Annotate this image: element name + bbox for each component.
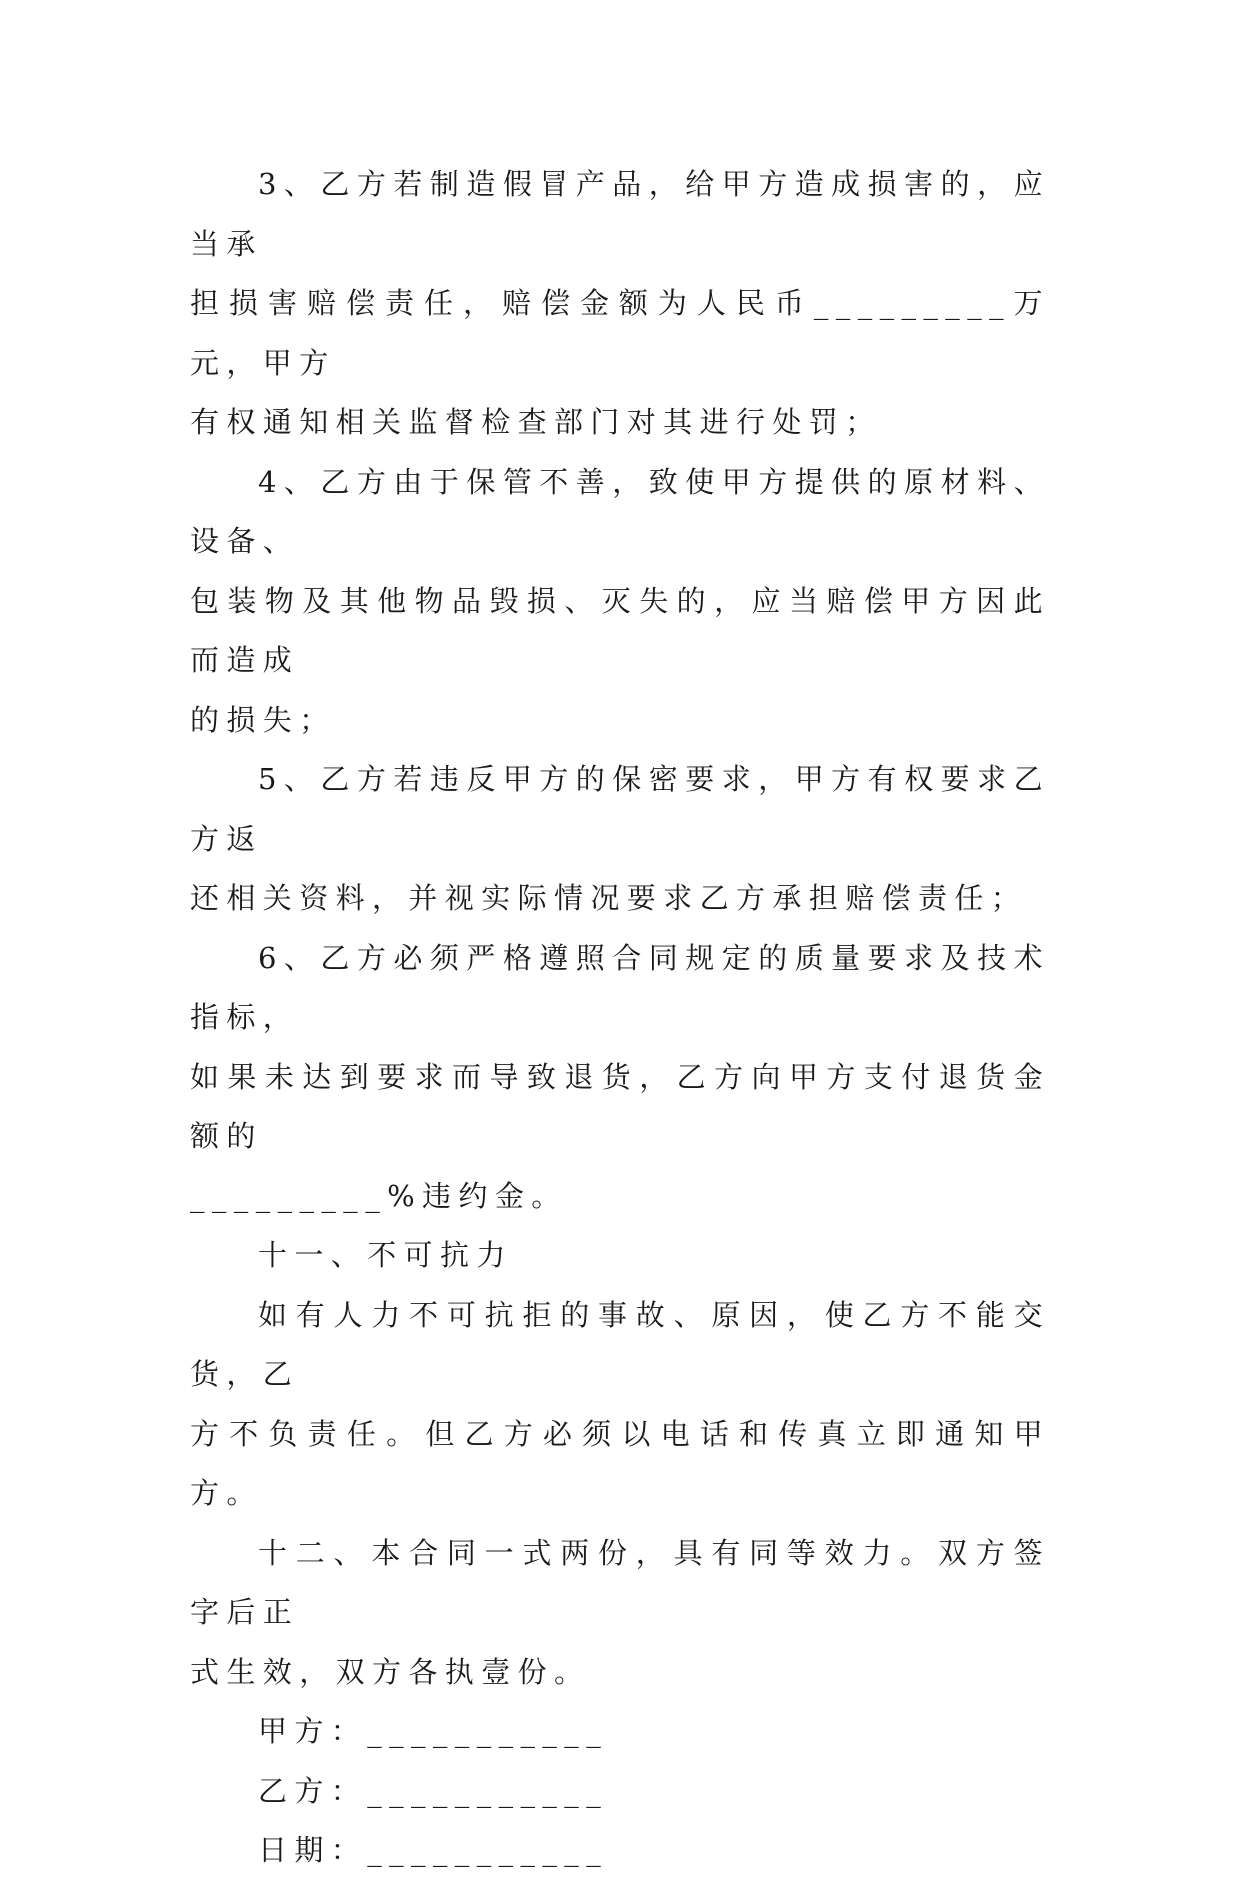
clause-line: 如有人力不可抗拒的事故、原因，使乙方不能交货，乙 [190, 1297, 1050, 1391]
clause-6 [190, 929, 1050, 1227]
date-line: 日期：___________ [258, 1833, 609, 1867]
clause-line: 的损失； [190, 702, 336, 737]
clause-line: 担损害赔偿责任，赔偿金额为人民币_________万元，甲方 [190, 286, 1050, 380]
clause-5 [190, 750, 1050, 929]
clause-line: 6、乙方必须严格遵照合同规定的质量要求及技术指标， [190, 940, 1050, 1034]
section-heading: 十一、不可抗力 [258, 1238, 513, 1272]
document-body [190, 155, 1050, 1881]
party-a-signature-line: 甲方：___________ [258, 1714, 609, 1748]
clause-line: 式生效，双方各执壹份。 [190, 1654, 591, 1689]
clause-4 [190, 453, 1050, 751]
clause-line: 十二、本合同一式两份，具有同等效力。双方签字后正 [190, 1535, 1050, 1629]
clause-line: 方不负责任。但乙方必须以电话和传真立即通知甲方。 [190, 1416, 1050, 1510]
party-b-signature-line: 乙方：___________ [258, 1773, 609, 1808]
clause-line: 5、乙方若违反甲方的保密要求，甲方有权要求乙方返 [190, 762, 1050, 856]
clause-line: 4、乙方由于保管不善，致使甲方提供的原材料、设备、 [190, 464, 1050, 558]
clause-12 [190, 1524, 1050, 1703]
clause-3 [190, 155, 1050, 453]
clause-line: 3、乙方若制造假冒产品，给甲方造成损害的，应当承 [190, 167, 1050, 261]
clause-line: 有权通知相关监督检查部门对其进行处罚； [190, 405, 882, 439]
clause-line: _________%违约金。 [190, 1178, 568, 1213]
clause-line: 如果未达到要求而导致退货，乙方向甲方支付退货金额的 [190, 1059, 1050, 1153]
section-heading-force-majeure [190, 1226, 1050, 1286]
clause-line: 还相关资料，并视实际情况要求乙方承担赔偿责任； [190, 881, 1028, 915]
force-majeure-clause [190, 1286, 1050, 1524]
clause-line: 包装物及其他物品毁损、灭失的，应当赔偿甲方因此而造成 [190, 583, 1050, 677]
